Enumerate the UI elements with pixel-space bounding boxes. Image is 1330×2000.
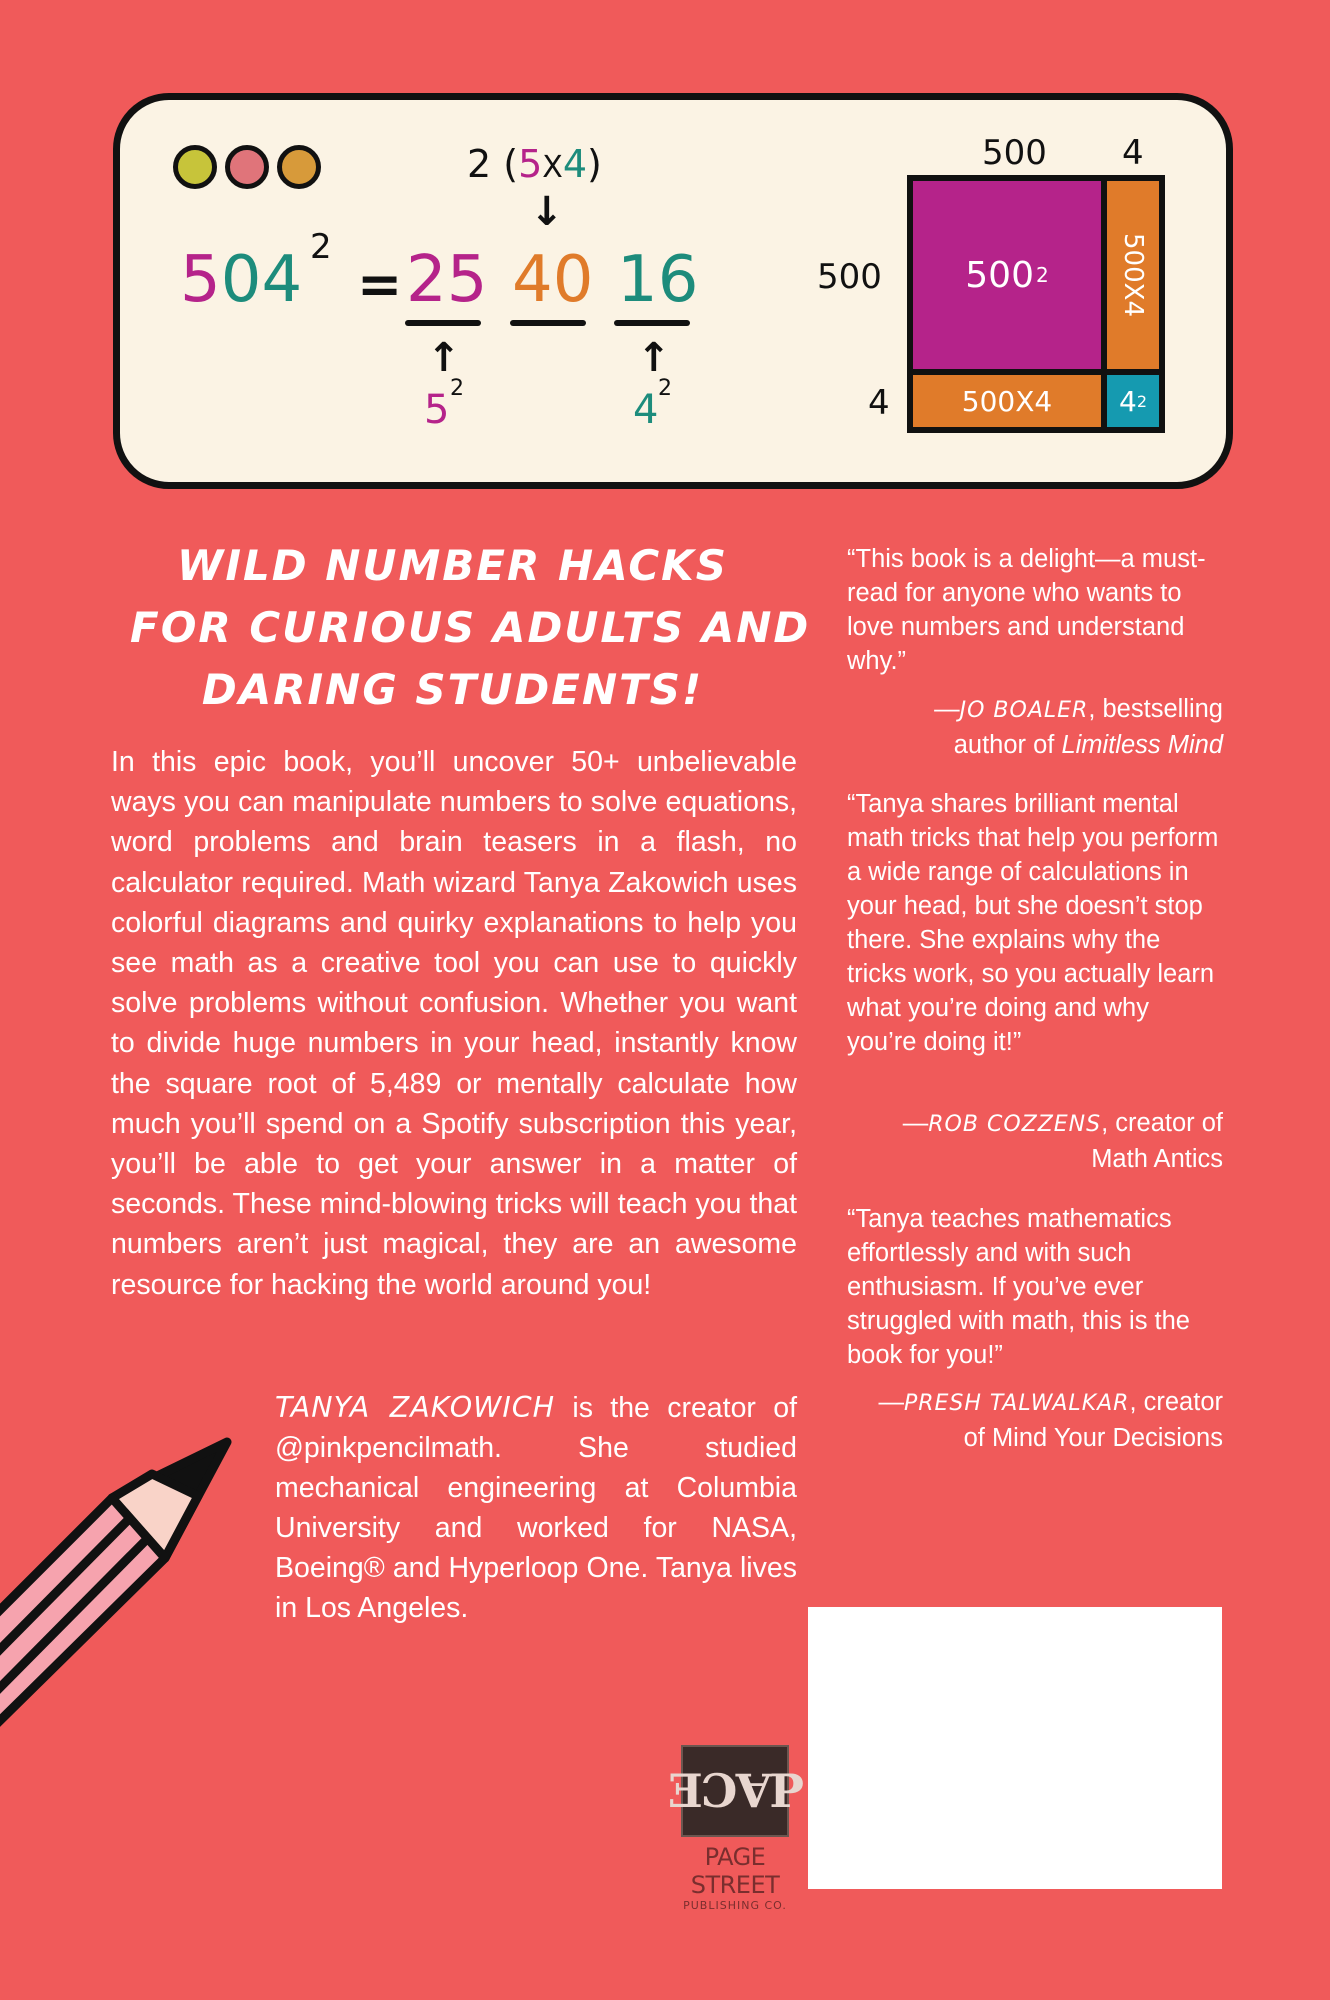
barcode-area	[808, 1607, 1222, 1889]
right-strip-label: 500X4	[1118, 233, 1149, 317]
area-bottom-strip	[913, 375, 1107, 427]
area-side-label-500: 500	[817, 257, 882, 297]
cross-term-prefix: 2 (	[467, 142, 519, 186]
quote-3-role-2: of Mind Your Decisions	[963, 1424, 1223, 1452]
equals-sign: =	[357, 253, 403, 316]
right-note-exponent: 2	[658, 376, 672, 401]
underline-16	[614, 320, 690, 326]
quote-2-text: “Tanya shares brilliant mental math tricks that help you perform a wide range of calculations in your head, but she doesn’t stop there. She explains why the tricks work, so you actually learn what you’re doing and why you’re doing it!”	[847, 790, 1219, 1056]
quote-1-role-2: author of	[953, 731, 1062, 759]
cross-term-note	[467, 142, 602, 186]
cross-term-times: X	[542, 150, 563, 185]
book-description: In this epic book, you’ll uncover 50+ unbelievable ways you can manipulate numbers to solve equations, word problems and brain teasers in a flash, no calculator required. Math wizard Tanya Zakowich uses colorful diagrams and quirky explanations to help you see math as a creative tool you can use to quickly solve problems without confusion. Whether you want to divide huge numbers in your head, instantly know the square root of 5,489 or mentally calculate how much you’ll spend on a Spotify subscription this year, you’ll be able to get your answer in a matter of seconds. These mind-blowing tricks will teach you that numbers aren’t just magical, they are an awesome resource for hacking the world around you!	[111, 746, 797, 1301]
left-note-exponent: 2	[450, 376, 464, 401]
equation-diagram-card	[113, 93, 1233, 489]
result-part-16: 16	[617, 243, 699, 317]
quote-3-role: , creator	[1129, 1388, 1223, 1416]
cross-term-suffix: )	[587, 142, 602, 186]
quote-1-attribution	[847, 692, 1223, 762]
quote-2-role-2: Math Antics	[1091, 1145, 1223, 1173]
arrow-up-icon: ↑	[427, 335, 461, 381]
area-big-square	[913, 181, 1107, 375]
base-digit-0: 0	[220, 243, 262, 317]
area-right-strip	[1107, 181, 1159, 375]
quote-2-name: ROB COZZENS	[928, 1112, 1102, 1137]
underline-25	[405, 320, 481, 326]
quote-2-attribution	[847, 1106, 1223, 1176]
equation-exponent: 2	[310, 227, 332, 267]
underline-40	[510, 320, 586, 326]
area-top-label-4: 4	[1122, 133, 1144, 173]
quote-1-dash: —	[934, 695, 960, 723]
equation-base	[180, 243, 303, 317]
headline-line-3: DARING STUDENTS!	[201, 665, 704, 714]
headline-line-2: FOR CURIOUS ADULTS AND	[130, 603, 811, 652]
quote-3-dash: —	[878, 1388, 904, 1416]
window-dot-yellow	[173, 145, 217, 189]
area-model-grid	[907, 175, 1165, 433]
author-name: TANYA ZAKOWICH	[275, 1391, 556, 1424]
area-small-square	[1107, 375, 1159, 427]
arrow-down-icon: ↓	[530, 189, 564, 235]
quote-2-dash: —	[902, 1109, 929, 1137]
publisher-sub: PUBLISHING CO.	[683, 1899, 787, 1912]
quote-2-role: , creator of	[1101, 1109, 1223, 1137]
headline	[130, 535, 811, 721]
publisher-name: PAGE STREET	[690, 1843, 780, 1899]
big-square-exponent: 2	[1035, 263, 1049, 287]
publisher-logo	[668, 1745, 802, 1912]
right-square-note	[633, 387, 659, 433]
area-top-label-500: 500	[982, 133, 1047, 173]
cross-term-b: 4	[562, 142, 588, 186]
big-square-base: 500	[965, 254, 1034, 296]
base-digit-5: 5	[180, 243, 221, 317]
arrow-up-icon: ↑	[637, 335, 671, 381]
result-part-40: 40	[512, 243, 594, 317]
pencil-icon	[0, 1430, 240, 1750]
cross-term-a: 5	[518, 142, 543, 186]
base-digit-4: 4	[261, 243, 303, 317]
window-dot-pink	[225, 145, 269, 189]
area-side-label-4: 4	[868, 383, 890, 423]
headline-line-1: WILD NUMBER HACKS	[177, 541, 728, 590]
result-part-25: 25	[406, 243, 488, 317]
small-square-exponent: 2	[1136, 391, 1147, 411]
quote-1-role: , bestselling	[1088, 695, 1223, 723]
right-note-base: 4	[633, 387, 659, 433]
quote-3-attribution	[847, 1385, 1223, 1455]
quote-3-text: “Tanya teaches mathematics effortlessly and with such enthusiasm. If you’ve ever struggled with math, this is the book for you!”	[847, 1205, 1190, 1369]
window-dot-orange	[277, 145, 321, 189]
quote-1-text: “This book is a delight—a must-read for anyone who wants to love numbers and understand why.”	[847, 545, 1206, 675]
author-bio	[275, 1388, 797, 1628]
small-square-base: 4	[1118, 384, 1137, 418]
quote-1-work: Limitless Mind	[1061, 731, 1223, 759]
quote-1-name: JO BOALER	[959, 698, 1089, 723]
left-note-base: 5	[424, 387, 450, 433]
quote-3-name: PRESH TALWALKAR	[903, 1391, 1130, 1416]
left-square-note	[424, 387, 450, 433]
bottom-strip-label: 500X4	[961, 384, 1053, 418]
author-bio-text: is the creator of @pinkpencilmath. She studied mechanical engineering at Columbia University and worked for NASA, Boeing® and Hyperloop One. Tanya lives in Los Angeles.	[275, 1392, 798, 1624]
publisher-mark: ƎƆⱯP	[681, 1745, 789, 1837]
